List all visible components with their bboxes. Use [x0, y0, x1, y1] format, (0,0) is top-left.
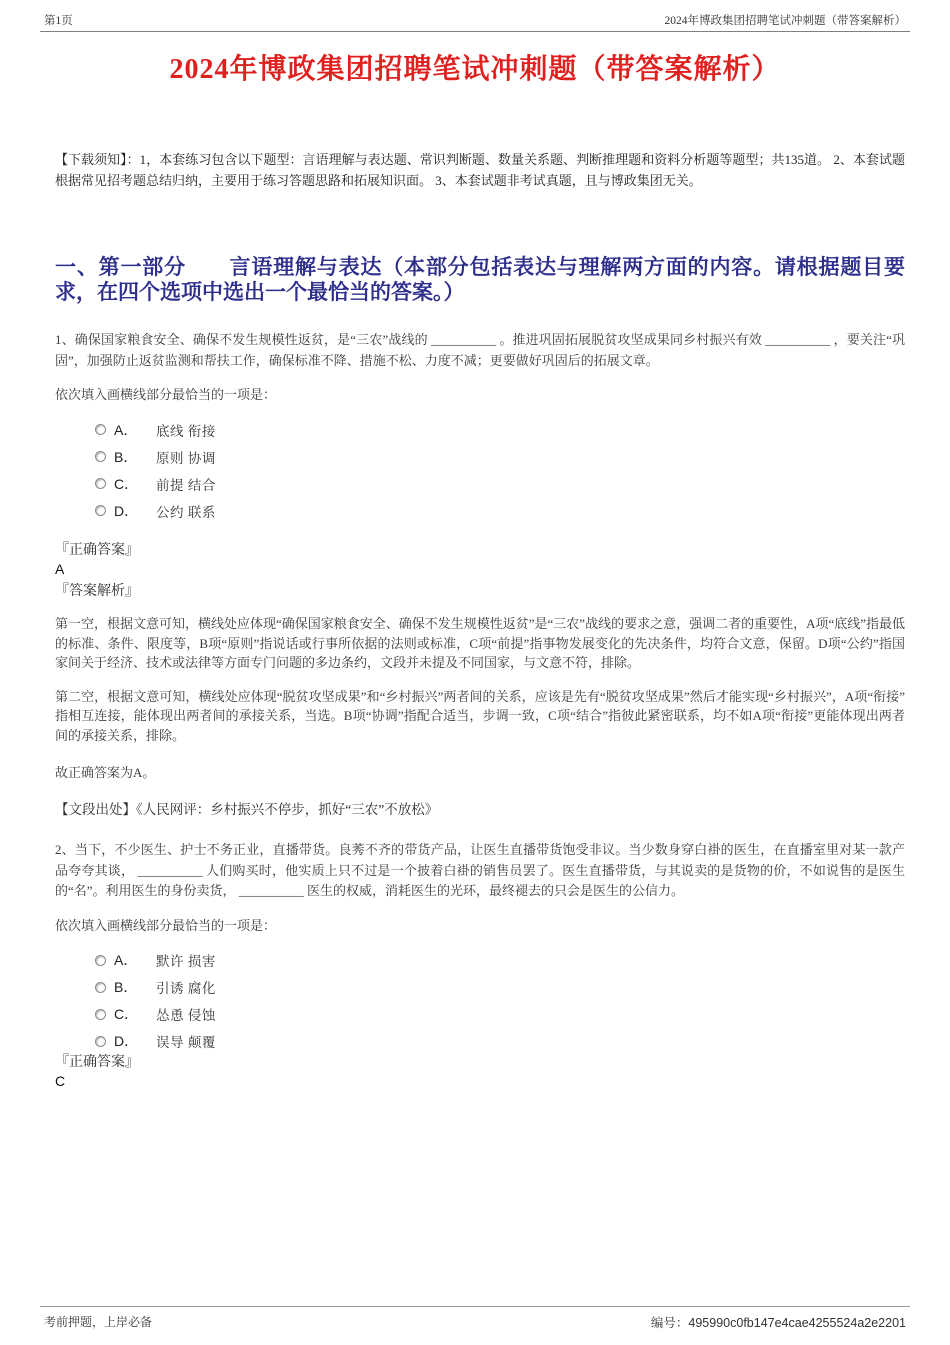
question-1-conclusion: 故正确答案为A。: [55, 765, 156, 780]
radio-button[interactable]: [95, 505, 106, 516]
option-text: 误导 颠覆: [156, 1035, 216, 1050]
section-heading: 一、第一部分 言语理解与表达（本部分包括表达与理解两方面的内容。请根据题目要求，在四个选项中选出一个最恰当的答案。）: [55, 255, 905, 304]
correct-answer-label: 『正确答案』: [55, 1054, 139, 1070]
question-2-prompt: 依次填入画横线部分最恰当的一项是：: [55, 917, 277, 933]
option-text: 怂恿 侵蚀: [156, 1008, 216, 1023]
option-row-a[interactable]: [95, 947, 905, 974]
question-2-answer: C: [55, 1072, 66, 1089]
option-text: 原则 协调: [156, 450, 216, 466]
option-text: 引诱 腐化: [156, 981, 216, 996]
radio-button[interactable]: [95, 424, 106, 435]
option-row-d[interactable]: [95, 497, 905, 524]
option-letter: B．: [114, 448, 138, 465]
question-1-analysis-1: 第一空，根据文意可知，横线处应体现“确保国家粮食安全、确保不发生规模性返贫”是“三农”战线的要求之意，强调二者的重要性，A项“底线”指最低的标准、条件、限度等，B项“原则”指说话或行事所依据的法则或标准，C项“前提”指事物发展变化的先决条件，均符合文意，保留。D项“公约”指国家间关于经济、技术或法律等方面专门问题的多边条约，文段并未提及不同国家，与文意不符，排除。: [55, 616, 906, 670]
correct-answer-label: 『正确答案』: [55, 543, 139, 558]
option-letter: A．: [114, 952, 138, 968]
footer-serial-number: 编号：495990c0fb147e4cae4255524a2e2201: [650, 1316, 906, 1330]
question-1-source: 【文段出处】《人民网评：乡村振兴不停步，抓好“三农”不放松》: [55, 802, 439, 817]
question-1-options: [95, 416, 905, 524]
option-row-c[interactable]: [95, 470, 905, 497]
option-row-b[interactable]: [95, 974, 905, 1001]
question-1-analysis-2: 第二空，根据文意可知，横线处应体现“脱贫攻坚成果”和“乡村振兴”两者间的关系，应该是先有“脱贫攻坚成果”然后才能实现“乡村振兴”，A项“衔接”指相互连接，能体现出两者间的承接关系，当选。B项“协调”指配合适当，步调一致，C项“结合”指彼此紧密联系，均不如A项“衔接”更能体现出两者间的承接关系，排除。: [55, 688, 905, 743]
document-content: [0, 149, 950, 1089]
option-row-a[interactable]: [95, 416, 905, 443]
radio-button[interactable]: [95, 1009, 106, 1020]
question-1-answer: A: [55, 561, 65, 577]
header-page-number: 第1页: [44, 15, 73, 27]
question-2-options: [95, 947, 905, 1055]
option-text: 公约 联系: [156, 504, 216, 520]
radio-button[interactable]: [95, 478, 106, 489]
download-notice: 【下载须知】：1，本套练习包含以下题型：言语理解与表达题、常识判断题、数量关系题、判断推理题和资料分析题等题型；共135道。 2、本套试题根据常见招考题总结归纳，主要用于练习答题思路和拓展知识面。 3、本套试题非考试真题，且与博政集团无关。: [55, 152, 905, 188]
option-letter: C．: [114, 475, 139, 492]
option-text: 前提 结合: [156, 477, 216, 493]
option-letter: B．: [114, 979, 138, 995]
option-row-c[interactable]: [95, 1001, 905, 1028]
page-header: [40, 0, 910, 32]
page-footer: [40, 1306, 910, 1331]
option-row-b[interactable]: [95, 443, 905, 470]
option-letter: D．: [114, 1033, 139, 1049]
question-2-stem: 2、当下，不少医生、护士不务正业，直播带货。良莠不齐的带货产品，让医生直播带货饱受非议。当少数身穿白褂的医生，在直播室里对某一款产品夸夸其谈， __________ 人们购买时，他实质上只不过是一个披着白褂的销售员罢了。医生直播带货，与其说卖的是货物的价，不如说售的是医生的“名”。利用医生的身份卖货， __________ 医生的权威，消耗医生的光环，最终褪去的只会是医生的公信力。: [55, 842, 905, 898]
question-1-stem: 1、确保国家粮食安全、确保不发生规模性返贫，是“三农”战线的 __________ 。推进巩固拓展脱贫攻坚成果同乡村振兴有效 __________ ，要关注“巩固”，加强防止返贫监测和帮扶工作，确保标准不降、措施不松、力度不减；更要做好巩固后的拓展文章。: [55, 332, 905, 368]
option-letter: C．: [114, 1006, 139, 1022]
radio-button[interactable]: [95, 982, 106, 993]
footer-slogan: 考前押题，上岸必备: [44, 1315, 153, 1329]
option-text: 默许 损害: [156, 954, 216, 969]
page-title: 2024年博政集团招聘笔试冲刺题（带答案解析）: [169, 54, 781, 85]
answer-analysis-label: 『答案解析』: [55, 584, 139, 599]
radio-button[interactable]: [95, 451, 106, 462]
radio-button[interactable]: [95, 1036, 106, 1047]
question-1-prompt: 依次填入画横线部分最恰当的一项是：: [55, 387, 277, 402]
radio-button[interactable]: [95, 955, 106, 966]
option-letter: A．: [114, 421, 138, 438]
header-doc-title: 2024年博政集团招聘笔试冲刺题（带答案解析）: [664, 15, 906, 27]
option-letter: D．: [114, 502, 139, 519]
option-text: 底线 衔接: [156, 423, 216, 439]
